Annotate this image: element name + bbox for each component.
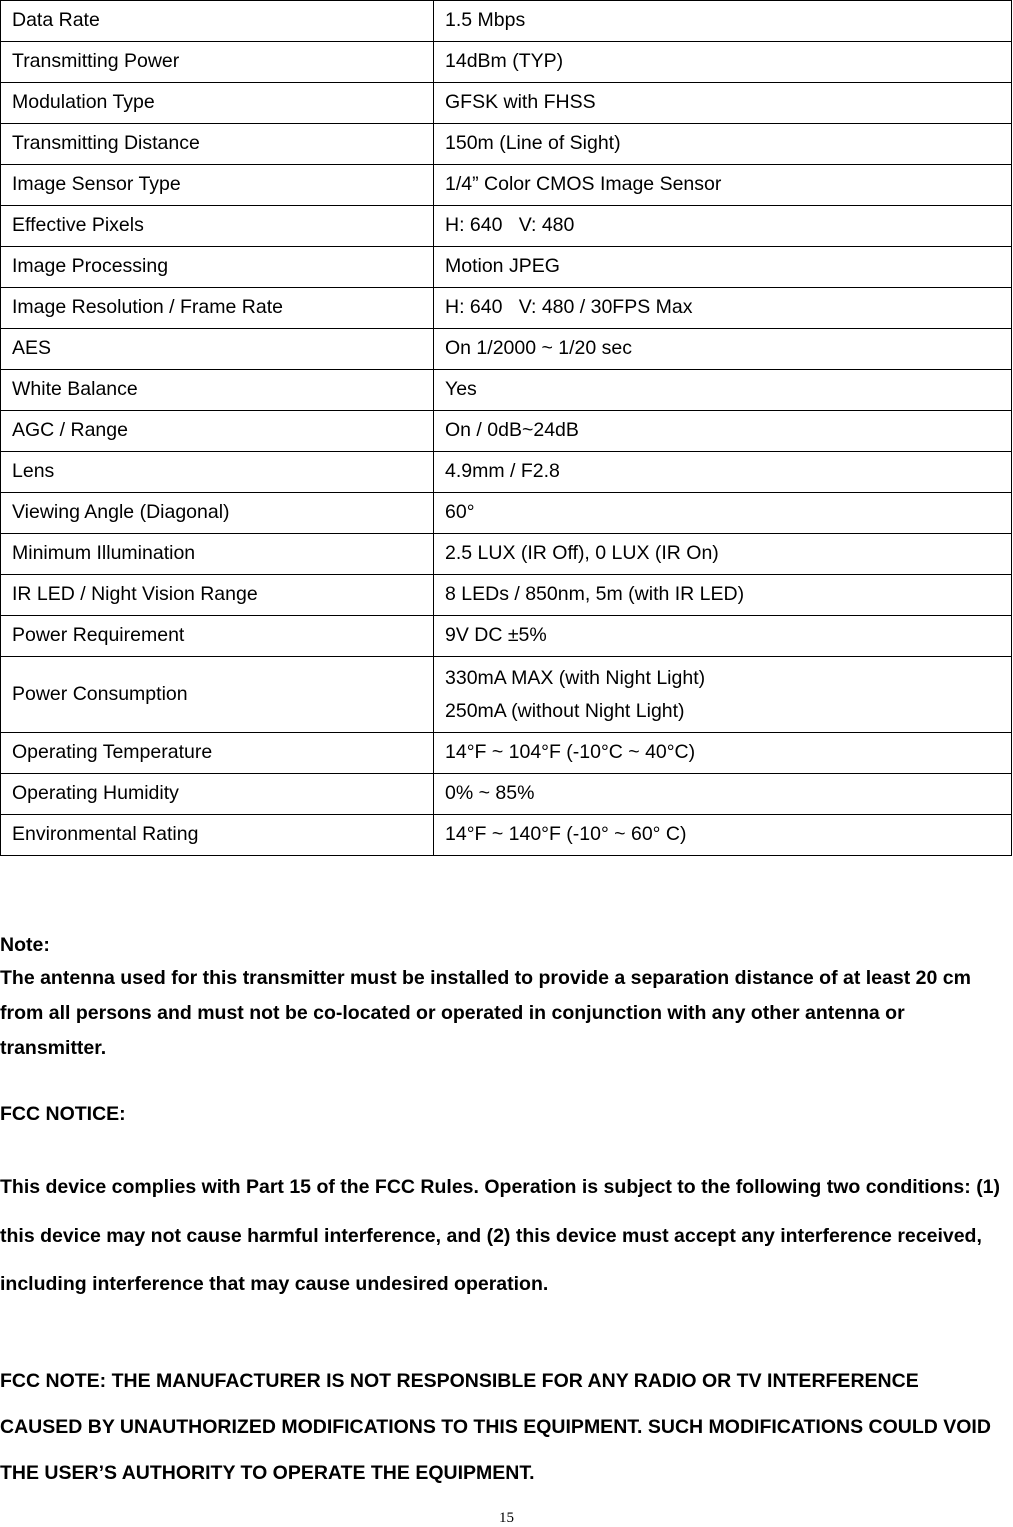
spec-label: AGC / Range — [1, 411, 434, 452]
spec-label: Image Processing — [1, 247, 434, 288]
spec-value: GFSK with FHSS — [434, 83, 1012, 124]
table-row — [1, 493, 1012, 534]
table-row — [1, 370, 1012, 411]
spec-value: 4.9mm / F2.8 — [434, 452, 1012, 493]
spec-label: Viewing Angle (Diagonal) — [1, 493, 434, 534]
spec-label: Image Resolution / Frame Rate — [1, 288, 434, 329]
spec-label: Operating Temperature — [1, 733, 434, 774]
table-row — [1, 329, 1012, 370]
spec-value: 14°F ~ 104°F (-10°C ~ 40°C) — [434, 733, 1012, 774]
spec-label: Environmental Rating — [1, 815, 434, 856]
spec-value: On / 0dB~24dB — [434, 411, 1012, 452]
spec-value: 0% ~ 85% — [434, 774, 1012, 815]
spec-value: 14dBm (TYP) — [434, 42, 1012, 83]
table-row — [1, 411, 1012, 452]
table-row — [1, 534, 1012, 575]
spec-label: Image Sensor Type — [1, 165, 434, 206]
spec-label: IR LED / Night Vision Range — [1, 575, 434, 616]
table-row — [1, 247, 1012, 288]
note-section — [0, 930, 1005, 1066]
spec-label: Modulation Type — [1, 83, 434, 124]
table-row — [1, 206, 1012, 247]
table-row — [1, 774, 1012, 815]
fcc-notice-text: This device complies with Part 15 of the FCC Rules. Operation is subject to the following two conditions: (1) this device may not cause harmful interference, and (2) this device must accept any interference received, including interference that may cause undesired operation. — [0, 1176, 1001, 1295]
spec-label: Power Requirement — [1, 616, 434, 657]
spec-value: 1/4” Color CMOS Image Sensor — [434, 165, 1012, 206]
spec-value: 150m (Line of Sight) — [434, 124, 1012, 165]
spec-value-line: 250mA (without Night Light) — [445, 699, 685, 722]
spec-value-line: 330mA MAX (with Night Light) — [445, 666, 706, 689]
spec-label: Lens — [1, 452, 434, 493]
spec-label: Data Rate — [1, 1, 434, 42]
spec-label: Transmitting Power — [1, 42, 434, 83]
spec-value: 2.5 LUX (IR Off), 0 LUX (IR On) — [434, 534, 1012, 575]
table-row — [1, 288, 1012, 329]
spec-label: Power Consumption — [1, 657, 434, 733]
table-row — [1, 815, 1012, 856]
spec-value: H: 640 V: 480 — [434, 206, 1012, 247]
spec-value: 9V DC ±5% — [434, 616, 1012, 657]
note-title: Note: — [0, 934, 50, 956]
fcc-notice-title: FCC NOTICE: — [0, 1103, 126, 1125]
spec-label: White Balance — [1, 370, 434, 411]
spec-label: AES — [1, 329, 434, 370]
fcc-note-text: FCC NOTE: THE MANUFACTURER IS NOT RESPONSIBLE FOR ANY RADIO OR TV INTERFERENCE CAUSED BY UNAUTHORIZED MODIFICATIONS TO THIS EQUIPMENT. SUCH MODIFICATIONS COULD VOID THE USER’S AUTHORITY TO OPERATE THE EQUIPMENT. — [0, 1370, 991, 1484]
spec-label: Transmitting Distance — [1, 124, 434, 165]
table-row — [1, 616, 1012, 657]
table-row — [1, 657, 1012, 733]
spec-value: 60° — [434, 493, 1012, 534]
page-number: 15 — [499, 1510, 514, 1526]
spec-value: H: 640 V: 480 / 30FPS Max — [434, 288, 1012, 329]
table-row — [1, 83, 1012, 124]
table-row — [1, 42, 1012, 83]
table-row — [1, 733, 1012, 774]
table-row — [1, 165, 1012, 206]
spec-value: 8 LEDs / 850nm, 5m (with IR LED) — [434, 575, 1012, 616]
spec-label: Operating Humidity — [1, 774, 434, 815]
spec-label: Effective Pixels — [1, 206, 434, 247]
spec-value: Yes — [434, 370, 1012, 411]
table-row — [1, 452, 1012, 493]
table-row — [1, 1, 1012, 42]
spec-value: On 1/2000 ~ 1/20 sec — [434, 329, 1012, 370]
table-row — [1, 575, 1012, 616]
spec-value: 1.5 Mbps — [434, 1, 1012, 42]
spec-label: Minimum Illumination — [1, 534, 434, 575]
spec-value: Motion JPEG — [434, 247, 1012, 288]
table-row — [1, 124, 1012, 165]
spec-value — [434, 657, 1012, 733]
note-text: The antenna used for this transmitter must be installed to provide a separation distance of at least 20 cm from all persons and must not be co-located or operated in conjunction with any other antenna or transmitter. — [0, 967, 971, 1059]
spec-value: 14°F ~ 140°F (-10° ~ 60° C) — [434, 815, 1012, 856]
